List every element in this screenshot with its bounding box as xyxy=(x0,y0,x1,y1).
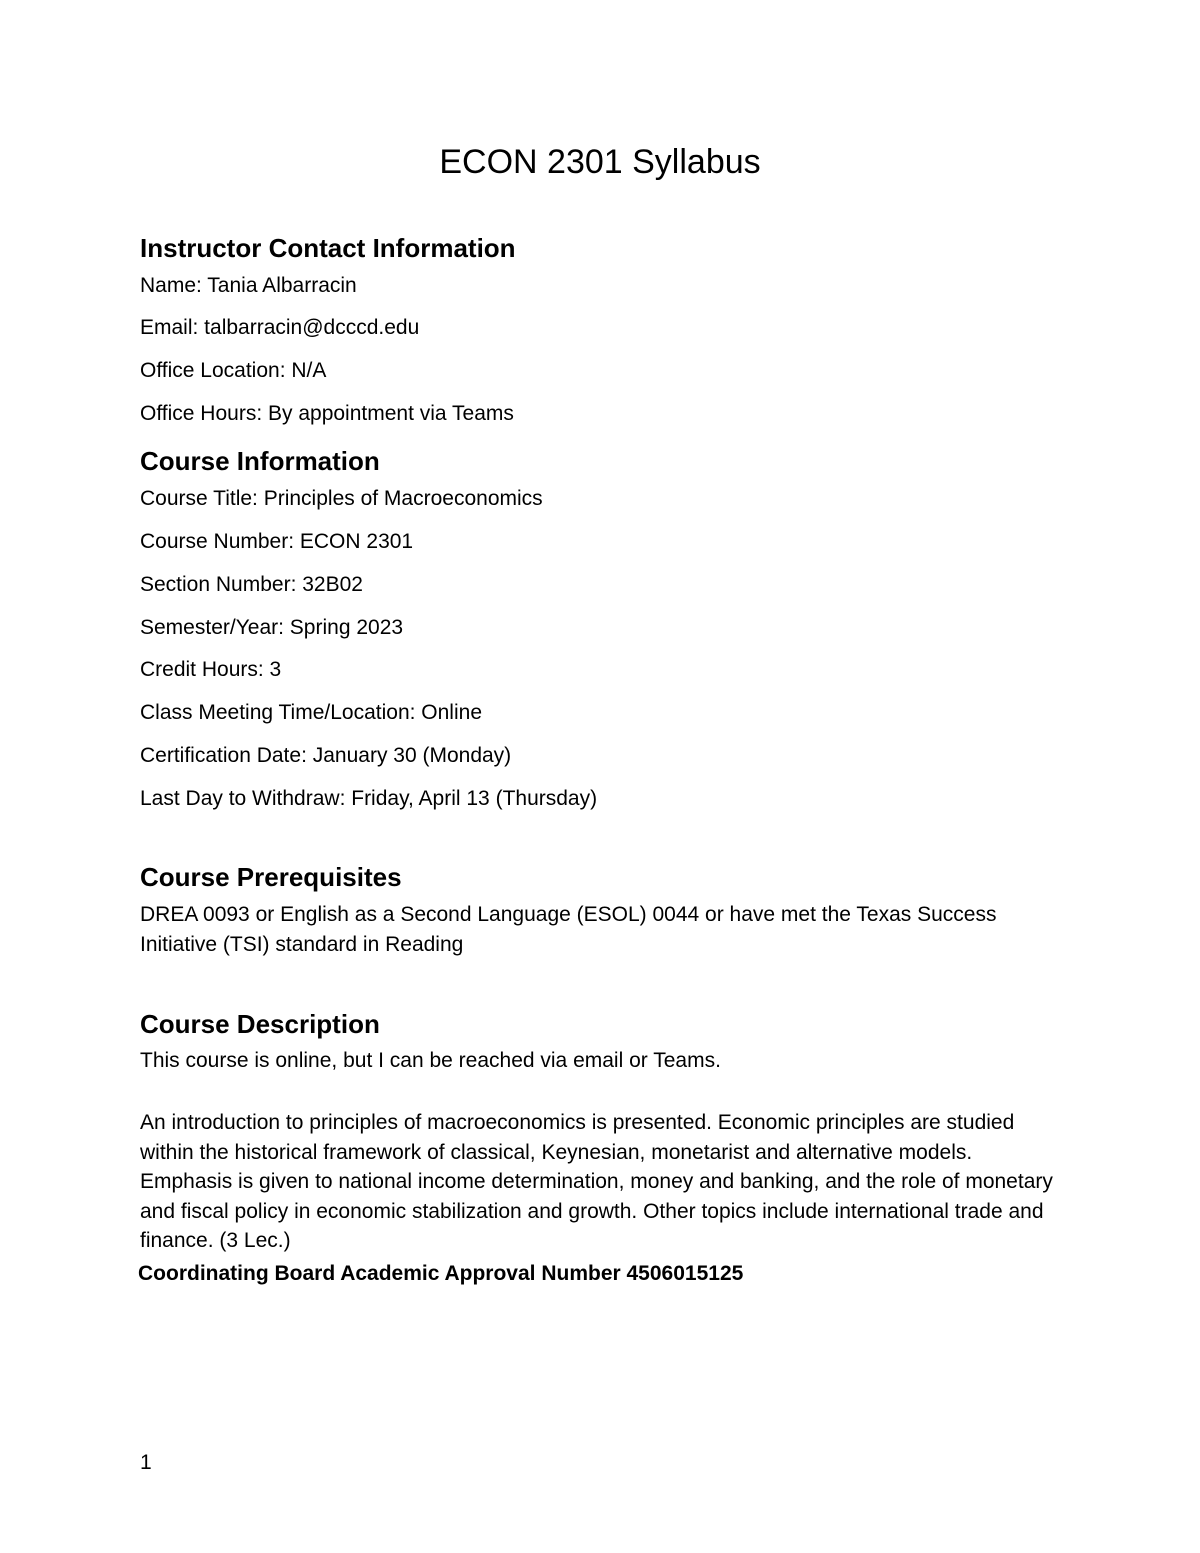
class-meeting: Class Meeting Time/Location: Online xyxy=(140,701,482,724)
instructor-heading: Instructor Contact Information xyxy=(140,233,516,263)
page-number: 1 xyxy=(140,1451,152,1474)
description-heading: Course Description xyxy=(140,1009,380,1039)
course-number: Course Number: ECON 2301 xyxy=(140,530,414,553)
section-number: Section Number: 32B02 xyxy=(140,573,363,596)
prerequisites-heading: Course Prerequisites xyxy=(140,862,402,892)
prerequisites-text: DREA 0093 or English as a Second Language (ESOL) 0044 or have met the Texas Success Initiative (TSI) standard in Reading xyxy=(140,903,997,956)
instructor-office-hours: Office Hours: By appointment via Teams xyxy=(140,402,514,425)
description-intro: This course is online, but I can be reached via email or Teams. xyxy=(140,1049,721,1072)
semester-year: Semester/Year: Spring 2023 xyxy=(140,616,404,639)
certification-date: Certification Date: January 30 (Monday) xyxy=(140,744,512,767)
last-day-withdraw: Last Day to Withdraw: Friday, April 13 (Thursday) xyxy=(140,787,598,810)
description-body: An introduction to principles of macroeconomics is presented. Economic principles are studied within the historical framework of classical, Keynesian, monetarist and alternative models. Emphasis is given to national income determination, money and banking, and the role of monetary and fiscal policy in economic stabilization and growth. Other topics include international trade and finance. (3 Lec.) xyxy=(140,1111,1053,1253)
instructor-office-location: Office Location: N/A xyxy=(140,359,327,382)
approval-number: Coordinating Board Academic Approval Number 4506015125 xyxy=(138,1262,744,1285)
course-title: Course Title: Principles of Macroeconomics xyxy=(140,487,543,510)
page-title: ECON 2301 Syllabus xyxy=(439,143,761,181)
credit-hours: Credit Hours: 3 xyxy=(140,658,282,681)
instructor-name: Name: Tania Albarracin xyxy=(140,274,357,297)
course-info-heading: Course Information xyxy=(140,446,380,476)
instructor-email: Email: talbarracin@dcccd.edu xyxy=(140,316,420,339)
